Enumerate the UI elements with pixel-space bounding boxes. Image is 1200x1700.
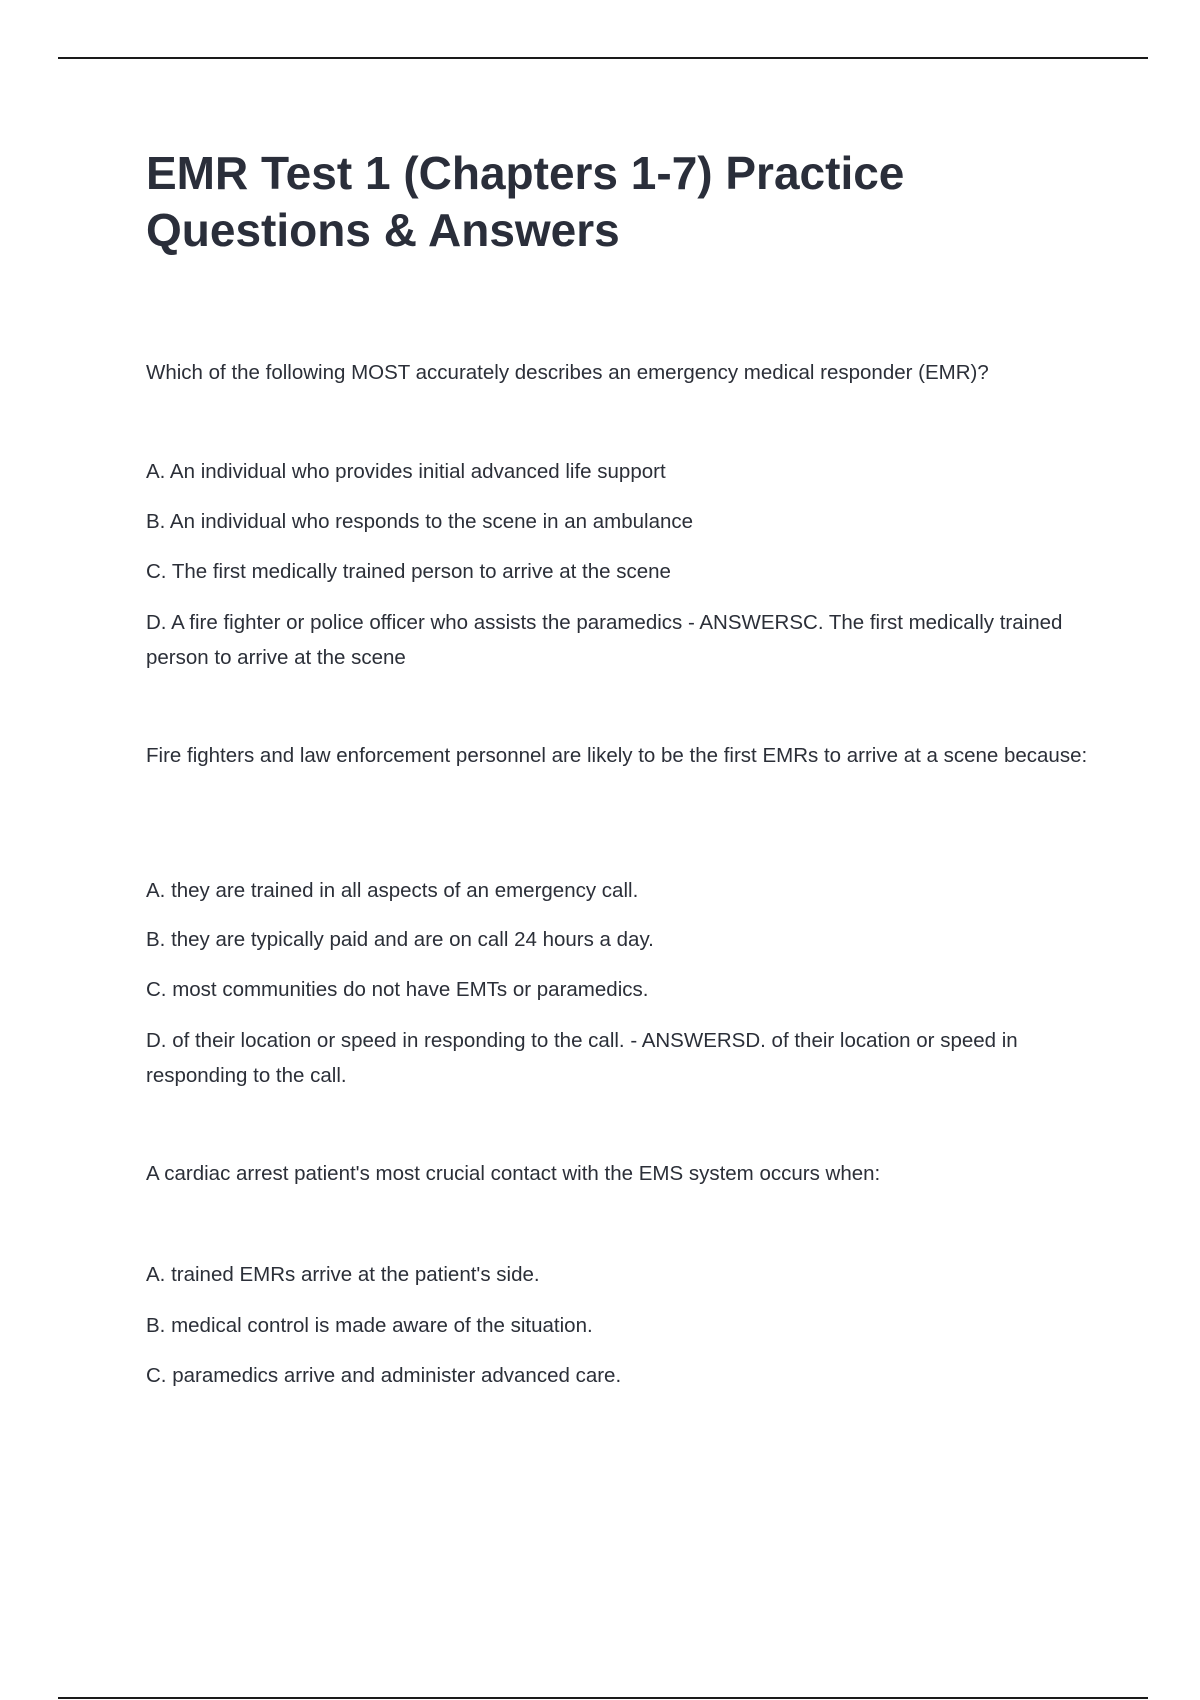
q1-option-d-answer: D. A fire fighter or police officer who assists the paramedics - ANSWERSC. The first medically trained person to arrive at the scene bbox=[146, 611, 1063, 669]
q2-option-d-answer: D. of their location or speed in responding to the call. - ANSWERSD. of their location or speed in responding to the call. bbox=[146, 1029, 1018, 1087]
q3-option-b: B. medical control is made aware of the situation. bbox=[146, 1314, 593, 1337]
q1-option-b: B. An individual who responds to the scene in an ambulance bbox=[146, 510, 694, 533]
bottom-rule bbox=[58, 1697, 1148, 1699]
question-2: Fire fighters and law enforcement personnel are likely to be the first EMRs to arrive at a scene because: bbox=[146, 744, 1088, 767]
page-title: EMR Test 1 (Chapters 1-7) Practice Questions & Answers bbox=[146, 147, 905, 256]
q3-option-c: C. paramedics arrive and administer advanced care. bbox=[146, 1364, 622, 1387]
top-rule bbox=[58, 57, 1148, 59]
q1-option-a: A. An individual who provides initial advanced life support bbox=[146, 460, 666, 483]
q2-option-a: A. they are trained in all aspects of an emergency call. bbox=[146, 879, 639, 902]
question-3: A cardiac arrest patient's most crucial contact with the EMS system occurs when: bbox=[146, 1162, 881, 1185]
q2-option-b: B. they are typically paid and are on call 24 hours a day. bbox=[146, 928, 654, 951]
q3-option-a: A. trained EMRs arrive at the patient's side. bbox=[146, 1263, 540, 1286]
q2-option-c: C. most communities do not have EMTs or paramedics. bbox=[146, 978, 649, 1001]
question-1: Which of the following MOST accurately describes an emergency medical responder (EMR)? bbox=[146, 361, 989, 384]
q1-option-c: C. The first medically trained person to arrive at the scene bbox=[146, 560, 671, 583]
